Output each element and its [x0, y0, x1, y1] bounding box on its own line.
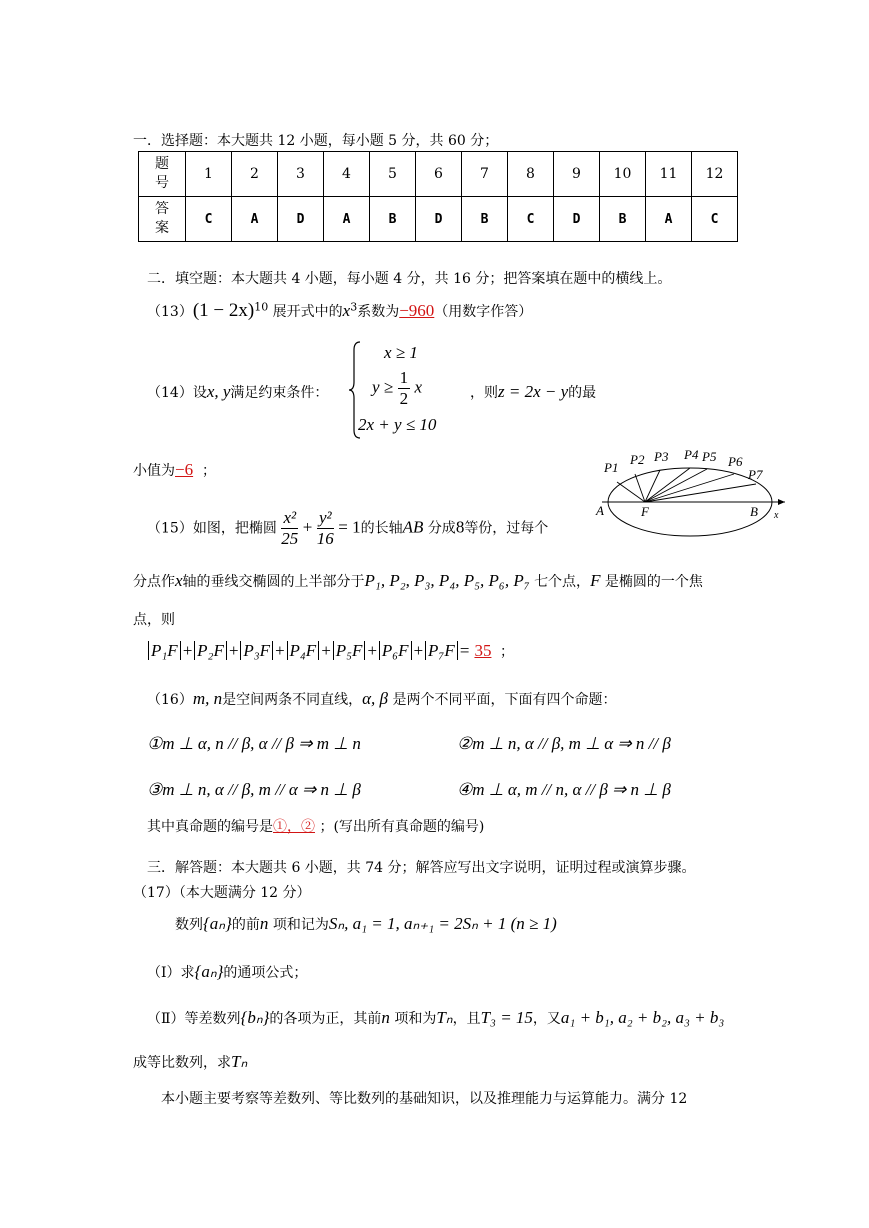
label-p5: P5: [702, 449, 717, 464]
label-p2: P2: [630, 452, 645, 467]
table-cell: A: [646, 197, 692, 242]
table-cell: 12: [692, 152, 738, 197]
row-label-answer: 答 案: [139, 197, 186, 242]
question-17-part2-line2: 成等比数列，求Tₙ: [133, 1052, 248, 1071]
table-cell: 3: [278, 152, 324, 197]
table-cell: 9: [554, 152, 600, 197]
table-row-answers: [139, 197, 738, 242]
proposition-3: ③m ⊥ n, α // β, m // α ⇒ n ⊥ β: [147, 780, 361, 799]
table-cell: B: [370, 197, 416, 242]
proposition-2: ②m ⊥ n, α // β, m ⊥ α ⇒ n // β: [457, 734, 671, 753]
label-p4: P4: [684, 447, 699, 462]
answer-14: −6: [175, 460, 194, 479]
question-17-note: 本小题主要考察等差数列、等比数列的基础知识，以及推理能力与运算能力。满分 12: [161, 1091, 688, 1107]
table-cell: 6: [416, 152, 462, 197]
x-axis-arrow: [778, 499, 785, 505]
question-13: $(13)(1 - 2x)^{10}$ 展开式中的$x^3$系数为−960（用数字作答）: [147, 300, 533, 321]
question-15-line2: 分点作x轴的垂线交椭圆的上半部分于P₁, P₂, P₃, P₄, P₅, P₆, P₇ 七个点，F 是椭圆的一个焦: [133, 571, 703, 590]
answer-13: −960: [399, 301, 435, 320]
table-cell: 10: [600, 152, 646, 197]
table-cell: 7: [462, 152, 508, 197]
label-p7: P7: [748, 467, 763, 482]
table-cell: D: [554, 197, 600, 242]
question-14-objective: ，则z = 2x − y的最: [470, 382, 597, 401]
label-x: x: [774, 510, 779, 521]
table-cell: 5: [370, 152, 416, 197]
question-14-answer-line: 小值为−6 ；: [133, 460, 216, 479]
table-cell: B: [462, 197, 508, 242]
question-16: （16）m, n是空间两条不同直线，α, β 是两个不同平面，下面有四个命题：: [147, 689, 617, 708]
table-cell: A: [324, 197, 370, 242]
constraint-1: x ≥ 1: [384, 343, 418, 362]
question-14: （14）设x, y满足约束条件：: [147, 382, 329, 401]
table-row-numbers: [139, 152, 738, 197]
table-cell: D: [278, 197, 324, 242]
row-label-number: 题 号: [139, 152, 186, 197]
ellipse-figure: [590, 442, 790, 542]
table-cell: 11: [646, 152, 692, 197]
table-cell: C: [692, 197, 738, 242]
table-cell: C: [186, 197, 232, 242]
answer-15: 35: [474, 641, 492, 660]
answer-16: ①，②: [273, 819, 315, 835]
question-17-part1: （Ⅰ）求{aₙ}的通项公式；: [147, 962, 308, 981]
section1-heading: 一．选择题：本大题共 12 小题，每小题 5 分，共 60 分；: [133, 133, 499, 149]
constraint-2: y ≥ $\frac{1}{2}$ x: [372, 368, 423, 408]
answer-table: [138, 151, 738, 242]
label-p1: P1: [604, 460, 619, 475]
label-f: F: [641, 504, 649, 519]
question-17-title: （17）（本大题满分 12 分）: [133, 885, 311, 901]
section3-heading: 三．解答题：本大题共 6 小题，共 74 分；解答应写出文字说明，证明过程或演算步骤。: [147, 860, 696, 876]
label-a: A: [596, 503, 604, 518]
label-p6: P6: [728, 454, 743, 469]
question-17-part2: （Ⅱ）等差数列{bₙ}的各项为正，其前n 项和为Tₙ，且T₃ = 15，又a₁ + b₁, a₂ + b₂, a₃ + b₃: [147, 1008, 725, 1027]
table-cell: A: [232, 197, 278, 242]
table-cell: 1: [186, 152, 232, 197]
label-b: B: [750, 504, 758, 519]
constraint-3: 2x + y ≤ 10: [358, 415, 437, 434]
proposition-4: ④m ⊥ α, m // n, α // β ⇒ n ⊥ β: [457, 780, 671, 799]
table-cell: B: [600, 197, 646, 242]
proposition-1: ①m ⊥ α, n // β, α // β ⇒ m ⊥ n: [147, 734, 361, 753]
table-cell: C: [508, 197, 554, 242]
question-15-sum: P₁F + P₂F + P₃F + P₄F + P₅F + P₆F + P₇F = 35 ；: [147, 641, 514, 661]
table-cell: 2: [232, 152, 278, 197]
label-p3: P3: [654, 449, 669, 464]
question-15-line3: 点，则: [133, 612, 175, 628]
table-cell: D: [416, 197, 462, 242]
table-cell: 4: [324, 152, 370, 197]
question-17-stem: 数列{aₙ}的前n 项和记为Sₙ, a₁ = 1, aₙ₊₁ = 2Sₙ + 1 (n ≥ 1): [175, 914, 557, 933]
table-cell: 8: [508, 152, 554, 197]
question-16-conclusion: 其中真命题的编号是①，② ；(写出所有真命题的编号): [147, 819, 485, 835]
question-15: （15）如图，把椭圆 $\frac{\text{x²}}{25}$ + $\frac{\text{y²}}{16}$ = 1的长轴AB 分成8等份，过每个: [147, 508, 549, 548]
section2-heading: 二．填空题：本大题共 4 小题，每小题 4 分，共 16 分；把答案填在题中的横线上。: [147, 271, 672, 287]
